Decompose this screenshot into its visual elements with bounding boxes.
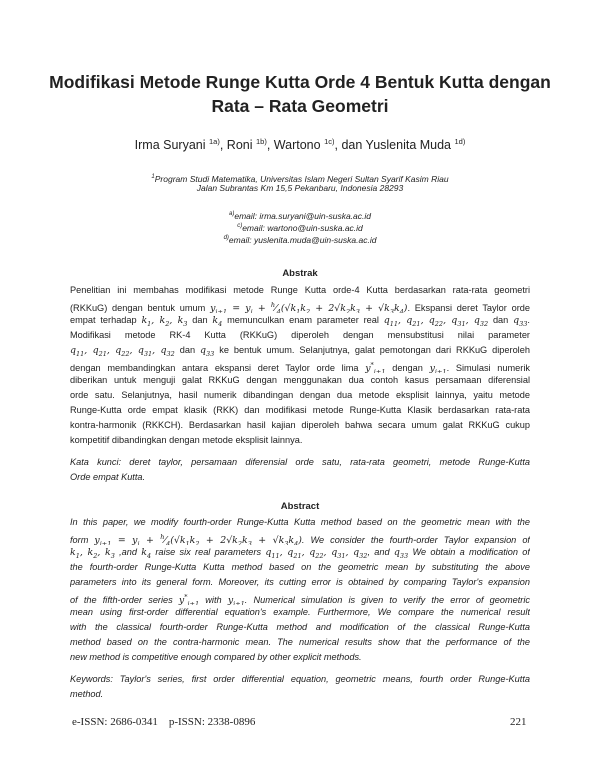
q-parameters-formula: $q_{11}$, $q_{21}$, $q_{22}$, $q_{31}$, $q_{32}$ bbox=[70, 345, 175, 358]
k-variables-formula: $k_1$, $k_2$, $k_3$ bbox=[70, 547, 115, 560]
abstract-line: new method is competitive enough compared by other explicit methods. bbox=[70, 652, 362, 662]
k4-formula: $k_4$ bbox=[212, 315, 223, 328]
abstrak-line: kompetitif dibandingkan dengan metode eksplisit lainnya. bbox=[70, 435, 303, 445]
author-affiliation-mark: 1c) bbox=[324, 137, 335, 146]
abstrak-heading: Abstrak bbox=[282, 268, 318, 279]
email-text: email: wartono@uin-suska.ac.id bbox=[242, 222, 363, 233]
y-formula: $y_{i+1}$ bbox=[429, 363, 447, 373]
abstrak-text: dan bbox=[492, 315, 509, 325]
abstract-text: form bbox=[70, 535, 89, 545]
author-affiliation-mark: 1d) bbox=[454, 137, 466, 146]
abstrak-line: empat terhadap $k_1$, $k_2$, $k_3$ dan $k_4$ memunculkan enam parameter real $q_{11}$, $q_{21}$, $q_{22}$, $q_{31}$, $q_{32}$ dan $q_{33}$. bbox=[70, 315, 530, 328]
kata-kunci-line: Kata kunci: deret taylor, persamaan diferensial orde satu, rata-rata geometri, metode Runge-Kutta bbox=[70, 457, 530, 467]
abstrak-text: dan bbox=[192, 315, 208, 325]
abstrak-line bbox=[70, 298, 530, 313]
author-list: Irma Suryani $^{1a)}$, Roni $^{1b)}$, Wartono $^{1c)}$, dan Yuslenita Muda $^{1d)}$ bbox=[134, 137, 466, 153]
abstract-line: $k_1$, $k_2$, $k_3$ ,and $k_4$ raise six real parameters $q_{11}$, $q_{21}$, $q_{22}$, $q_{31}$, $q_{32}$, and $q_{33}$ We obtain a modification of bbox=[70, 547, 530, 560]
email-mark: a) bbox=[229, 211, 235, 217]
abstract-line bbox=[70, 530, 530, 545]
author-affiliation-mark: 1b) bbox=[256, 137, 267, 146]
abstrak-text: empat terhadap bbox=[70, 315, 137, 325]
abstract-line: with the classical fourth-order Runge-Kutta method and modification of the classical Runge-Kutta bbox=[70, 622, 530, 632]
general-form-formula: $y_{i+1} = y_i$ + $^h⁄_4(√k_1k_2 + 2√k_2k_3 + √k_3k_4)$ bbox=[210, 301, 408, 313]
q33-formula: $q_{33}$ bbox=[513, 315, 528, 328]
abstract-line: mean using first-order differential equation's example. Furthermore, We compare the numerical result bbox=[70, 607, 530, 617]
q-parameters-formula: $q_{11}$, $q_{21}$, $q_{22}$, $q_{31}$, $q_{32}$ bbox=[265, 547, 368, 560]
abstract-line: the fourth-order Runge-Kutta Kutta method based on the geometric mean by substituting the above bbox=[70, 562, 530, 572]
q-parameters-formula: $q_{11}$, $q_{21}$, $q_{22}$, $q_{31}$, $q_{32}$ bbox=[383, 315, 489, 328]
y-formula: $y_{i+1}$ bbox=[227, 595, 245, 605]
abstrak-line: kontra-harmonik (RKKCH). Berdasarkan hasil kajian diperoleh bahwa secara umum galat RKKuG cukup bbox=[70, 420, 530, 430]
y-star-formula: $y^*_{i+1}$ bbox=[365, 361, 386, 373]
paper-title-line-2: Rata – Rata Geometri bbox=[211, 96, 389, 116]
k4-formula: $k_4$ bbox=[141, 547, 152, 560]
abstrak-line bbox=[70, 343, 530, 358]
y-star-formula: $y^*_{i+1}$ bbox=[178, 593, 200, 605]
abstrak-text: dan bbox=[179, 345, 196, 355]
abstract-text: raise six real parameters bbox=[155, 547, 262, 557]
abstrak-text: ke bentuk umum. Selanjutnya, galat pemotongan dari RKKuG diperoleh bbox=[219, 345, 530, 355]
email-mark: d) bbox=[223, 235, 229, 241]
author-name: dan Yuslenita Muda bbox=[341, 138, 452, 153]
abstrak-line bbox=[70, 358, 530, 373]
email-line bbox=[40, 233, 560, 246]
abstract-line bbox=[70, 590, 530, 605]
abstrak-text: . Ekspansi deret Taylor orde bbox=[407, 303, 530, 313]
keywords-line: method. bbox=[70, 689, 104, 699]
abstrak-line: orde satu. Selanjutnya, hasil numerik dibandingan dengan dua metode eksplisit lainnya, yaitu metode bbox=[70, 390, 530, 400]
author-name: Wartono bbox=[273, 138, 321, 153]
q33-formula: $q_{33}$ bbox=[393, 547, 409, 560]
keywords bbox=[70, 672, 530, 702]
abstrak-line: Modifikasi metode RK-4 Kutta (RKKuG) diperoleh dengan mensubstitusi nilai parameter bbox=[70, 330, 530, 340]
abstract-line: method based on the contra-harmonic mean. The numerical results show that the performance of the bbox=[70, 637, 530, 647]
author-name: Roni bbox=[226, 138, 253, 153]
abstract-paragraph bbox=[70, 515, 530, 665]
abstrak-line: Runge-Kutta orde empat klasik (RKK) dan modifikasi metode Runge-Kutta Klasik berdasarkan rata-rata bbox=[70, 405, 530, 415]
abstrak-line: diberikan untuk menguji galat RKKuG dengan menggunakan dua contoh kasus persamaan diferensial bbox=[70, 375, 530, 385]
paper-title-line-1: Modifikasi Metode Runge Kutta Orde 4 Bentuk Kutta dengan bbox=[49, 72, 551, 92]
abstract-text: . We consider the fourth-order Taylor expansion of bbox=[301, 535, 530, 545]
email-line bbox=[40, 221, 560, 234]
author-name: Irma Suryani bbox=[134, 138, 206, 153]
abstrak-text: dengan membandingkan antara ekspansi deret Taylor orde lima bbox=[70, 363, 359, 373]
keywords-line: Keywords: Taylor's series, first order differential equation, geometric means, fourth order Runge-Kutta bbox=[70, 674, 530, 684]
kata-kunci bbox=[70, 455, 530, 485]
abstrak-text: memunculkan enam parameter real bbox=[227, 315, 379, 325]
q33-formula: $q_{33}$ bbox=[200, 345, 215, 358]
abstract-text: with bbox=[205, 595, 222, 605]
email-mark: c) bbox=[237, 223, 243, 229]
email-line bbox=[40, 209, 560, 222]
abstract-text: and bbox=[374, 547, 390, 557]
affiliation-line-2: Jalan Subrantas Km 15,5 Pekanbaru, Indonesia 28293 bbox=[196, 183, 404, 193]
abstrak-text: dengan bbox=[392, 363, 423, 373]
general-form-formula: $y_{i+1} = y_i$ + $^h⁄_4(√k_1k_2 + 2√k_2k_3 + √k_3k_4)$ bbox=[94, 533, 302, 545]
abstract-text: . Numerical simulation is given to verify the error of geometric bbox=[244, 595, 530, 605]
abstract-line: parameters into its general form. Moreover, its cutting error is obtained by comparing Taylor's expansion bbox=[70, 577, 530, 587]
affiliation-text: Program Studi Matematika, Universitas Islam Negeri Sultan Syarif Kasim Riau bbox=[154, 173, 449, 184]
abstract-heading: Abstract bbox=[280, 501, 320, 512]
issn-footer: e-ISSN: 2686-0341 p-ISSN: 2338-0896 bbox=[72, 716, 256, 728]
author-affiliation-mark: 1a) bbox=[209, 137, 220, 146]
abstract-line: In this paper, we modify fourth-order Runge-Kutta Kutta method based on the geometric mean with the bbox=[70, 517, 530, 527]
abstract-text: of the fifth-order series bbox=[70, 595, 173, 605]
abstract-text: We obtain a modification of bbox=[412, 547, 530, 557]
k-variables-formula: $k_1$, $k_2$, $k_3$ bbox=[141, 315, 188, 328]
abstrak-text: . Simulasi numerik bbox=[446, 363, 530, 373]
affiliation-mark: 1 bbox=[151, 174, 155, 180]
email-text: email: irma.suryani@uin-suska.ac.id bbox=[234, 210, 371, 221]
abstrak-line: Penelitian ini membahas modifikasi metode Runge Kutta orde-4 Kutta berdasarkan rata-rata geometri bbox=[70, 285, 530, 295]
abstract-text: and bbox=[121, 547, 137, 557]
abstrak-paragraph bbox=[70, 283, 530, 448]
page-number: 221 bbox=[510, 716, 527, 728]
abstrak-text: (RKKuG) dengan bentuk umum bbox=[70, 303, 206, 313]
email-text: email: yuslenita.muda@uin-suska.ac.id bbox=[228, 234, 377, 245]
kata-kunci-line: Orde empat Kutta. bbox=[70, 472, 146, 482]
